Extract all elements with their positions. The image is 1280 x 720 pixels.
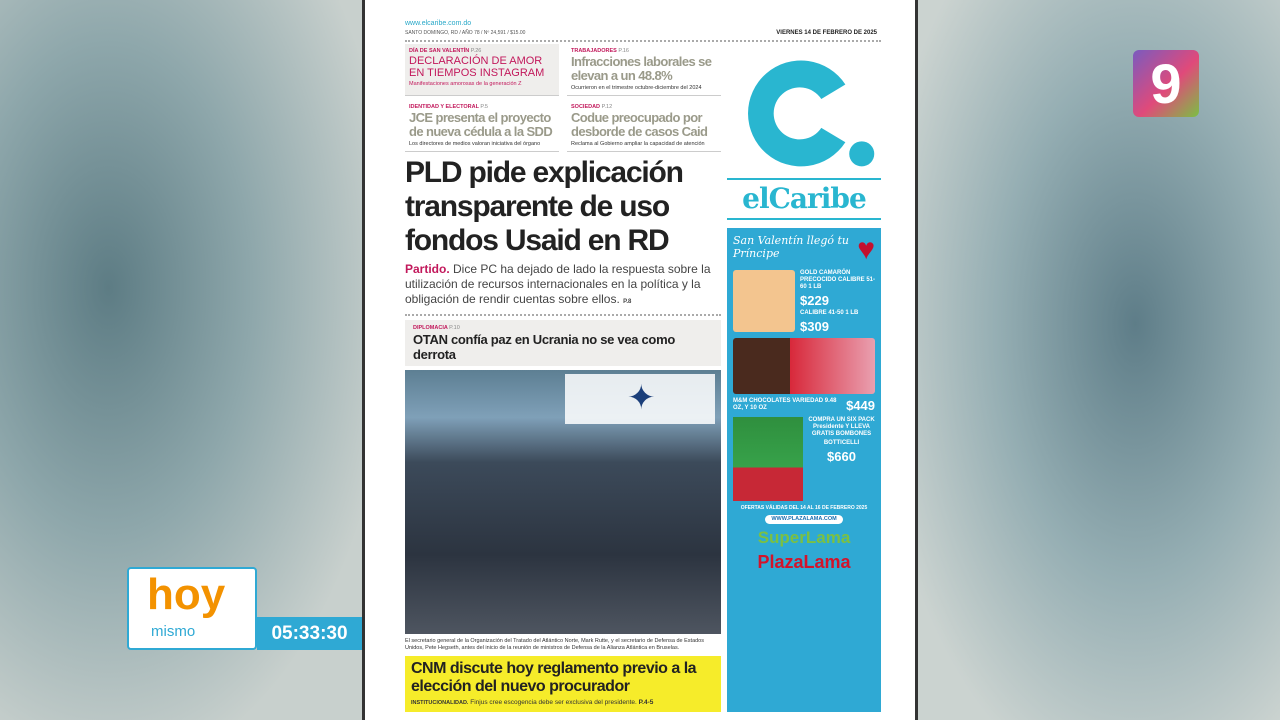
teaser-kicker: SOCIEDAD [571, 104, 601, 110]
teaser-page: P.26 [470, 48, 482, 54]
main-lede [405, 262, 721, 316]
mms-product [733, 338, 875, 394]
ad-header [733, 234, 875, 266]
teaser-sub: Ocurrieron en el trimestre octubre-diciembre del 2024 [571, 85, 702, 91]
teaser-sub: Manifestaciones amorosas de la generación Z [409, 81, 522, 87]
ad-price2: $309 [800, 319, 829, 334]
second-story [405, 320, 721, 366]
show-name-hoy: hoy [147, 570, 226, 619]
ad-mms-row [733, 398, 875, 413]
bottom-text: Finjus cree escogencia debe ser exclusiva del presidente. [470, 699, 637, 706]
teaser-title: JCE presenta el proyecto de nueva cédula a la SDD [409, 110, 553, 139]
teaser-valentin [405, 44, 559, 96]
bottom-kicker: INSTITUCIONALIDAD. [411, 700, 469, 706]
teaser-page: P.5 [480, 104, 488, 110]
lede-page: P.8 [623, 299, 632, 305]
ad-title: San Valentín llegó tu Príncipe [733, 234, 850, 260]
teaser-kicker: TRABAJADORES [571, 48, 617, 54]
masthead-title: elCaribe [727, 178, 881, 220]
story-page: P.10 [449, 325, 460, 331]
teaser-page: P.16 [618, 48, 629, 54]
nato-photo [405, 370, 721, 634]
lede-text: Dice PC ha dejado de lado la respuesta sobre la utilización de recursos internacionales en la política y la obligación de rendir cuentas sobre ellos. [405, 262, 711, 306]
paper-meta: SANTO DOMINGO, RD / AÑO 78 / Nº 24,591 / $15.00 [405, 30, 526, 36]
teaser-sub: Reclama al Gobierno ampliar la capacidad de atención [571, 141, 705, 147]
teaser-title: Infracciones laborales se elevan a un 48.8% [571, 54, 712, 83]
teasers [405, 44, 721, 152]
ad-web-link: WWW.PLAZALAMA.COM [765, 515, 842, 524]
teaser-title: DECLARACIÓN DE AMOR EN TIEMPOS INSTAGRAM [409, 55, 545, 79]
shrimp-product [733, 270, 795, 332]
plazalama-logo: PlazaLama [757, 552, 851, 572]
nato-star-icon: ✦ [627, 379, 656, 417]
ad-presidente-row [733, 417, 875, 501]
hoy-mismo-logo [127, 567, 257, 650]
divider [405, 40, 881, 42]
bottom-page: P.4-5 [638, 699, 654, 706]
teaser-codue [567, 100, 721, 152]
story-title: OTAN confía paz en Ucrania no se vea como derrota [413, 332, 675, 362]
teaser-kicker: IDENTIDAD Y ELECTORAL [409, 104, 479, 110]
newspaper-front-page [362, 0, 918, 720]
paper-date: VIERNES 14 DE FEBRERO DE 2025 [776, 30, 877, 36]
teaser-jce [405, 100, 559, 152]
presidente-promo [808, 417, 875, 464]
superlama-logo: SuperLama [757, 528, 851, 547]
paper-url: www.elcaribe.com.do [405, 20, 472, 27]
bottom-title: CNM discute hoy reglamento previo a la elección del nuevo procurador [411, 660, 697, 695]
ad-shrimp-row [733, 270, 875, 334]
plazalama-ad [727, 228, 881, 712]
masthead-logo [727, 46, 881, 176]
ad-price4: $660 [827, 449, 856, 464]
ad-item4: BOTTICELLI [823, 440, 860, 446]
channel-9-logo: 9 [1133, 50, 1199, 117]
ad-valid: OFERTAS VÁLIDAS DEL 14 AL 16 DE FEBRERO 2025 [740, 505, 868, 511]
teaser-page: P.12 [601, 104, 613, 110]
background-right [918, 0, 1280, 720]
ad-promo: COMPRA UN SIX PACK Presidente Y LLEVA GRATIS BOMBONES [808, 417, 875, 437]
show-name-mismo: mismo [151, 623, 196, 640]
teaser-title: Codue preocupado por desborde de casos Caid [571, 110, 708, 139]
teaser-kicker: DÍA DE SAN VALENTÍN [409, 48, 470, 54]
ad-price1: $229 [800, 293, 829, 308]
ad-item2: CALIBRE 41-50 1 LB [800, 310, 859, 316]
right-column [727, 46, 881, 712]
heart-icon: ♥ [857, 233, 875, 266]
c-logo-icon [727, 46, 879, 176]
ad-price3: $449 [846, 398, 875, 413]
clock: 05:33:30 [257, 617, 362, 650]
presidente-product [733, 417, 803, 501]
left-column [405, 44, 721, 712]
story-kicker: DIPLOMACIA [413, 325, 448, 331]
teaser-sub: Los directores de medios valoran iniciativa del órgano [409, 141, 541, 147]
bottom-story [405, 656, 721, 712]
shrimp-prices [800, 270, 875, 334]
ad-item1: GOLD CAMARÓN PRECOCIDO CALIBRE 51-60 1 LB [800, 270, 876, 290]
lede-kicker: Partido. [405, 262, 450, 276]
ad-item3: M&M CHOCOLATES VARIEDAD 9.48 OZ, Y 10 OZ [733, 398, 837, 411]
photo-caption: El secretario general de la Organización del Tratado del Atlántico Norte, Mark Rutte, y el secretario de Defensa de Estados Unidos, Pete Hegseth, antes del inicio de la reunión de ministros de Defensa de la Alianza Atlántica en Bruselas. [405, 638, 704, 651]
teaser-labor [567, 44, 721, 96]
main-headline: PLD pide explicación transparente de uso fondos Usaid en RD [405, 156, 683, 257]
